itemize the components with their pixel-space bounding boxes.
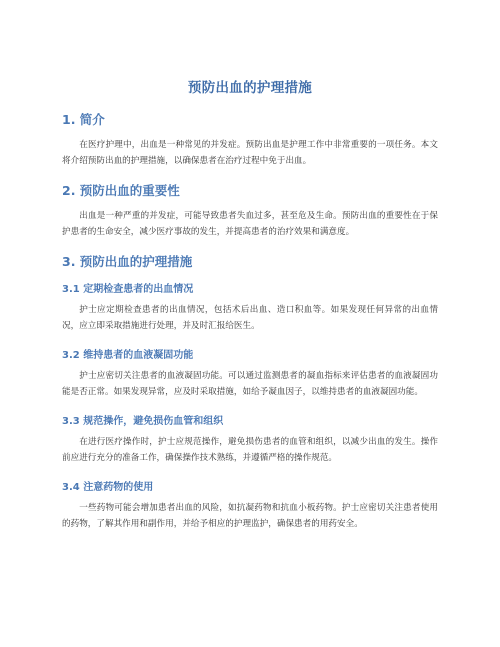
subsection-heading: 3.2 维持患者的血液凝固功能 xyxy=(62,350,194,361)
subsection-check-bleeding xyxy=(62,280,438,334)
section-measures xyxy=(62,252,438,532)
subsection-paragraph: 护士应密切关注患者的血液凝固功能。可以通过监测患者的凝血指标来评估患者的血液凝固功能是否正常。如果发现异常，应及时采取措施，如给予凝血因子，以维持患者的血液凝固功能。 xyxy=(62,371,438,397)
section-intro xyxy=(62,110,438,169)
section-heading: 2. 预防出血的重要性 xyxy=(62,183,180,198)
section-importance xyxy=(62,181,438,240)
subsection-medication xyxy=(62,478,438,532)
subsection-paragraph: 在进行医疗操作时，护士应规范操作，避免损伤患者的血管和组织，以减少出血的发生。操作前应进行充分的准备工作，确保操作技术熟练，并遵循严格的操作规范。 xyxy=(62,437,438,463)
subsection-standard-operation xyxy=(62,412,438,466)
section-heading: 3. 预防出血的护理措施 xyxy=(62,254,193,269)
subsection-heading: 3.3 规范操作，避免损伤血管和组织 xyxy=(62,416,224,427)
subsection-coagulation xyxy=(62,346,438,400)
section-paragraph: 出血是一种严重的并发症，可能导致患者失血过多，甚至危及生命。预防出血的重要性在于保护患者的生命安全，减少医疗事故的发生，并提高患者的治疗效果和满意度。 xyxy=(62,211,438,237)
subsection-heading: 3.1 定期检查患者的出血情况 xyxy=(62,284,194,295)
subsection-heading: 3.4 注意药物的使用 xyxy=(62,482,154,493)
document-title: 预防出血的护理措施 xyxy=(187,80,313,96)
subsection-paragraph: 护士应定期检查患者的出血情况，包括术后出血、造口积血等。如果发现任何异常的出血情况，应立即采取措施进行处理，并及时汇报给医生。 xyxy=(62,305,438,331)
subsection-paragraph: 一些药物可能会增加患者出血的风险，如抗凝药物和抗血小板药物。护士应密切关注患者使用的药物，了解其作用和副作用，并给予相应的护理监护，确保患者的用药安全。 xyxy=(62,503,438,529)
section-heading: 1. 简介 xyxy=(62,112,105,127)
section-paragraph: 在医疗护理中，出血是一种常见的并发症。预防出血是护理工作中非常重要的一项任务。本文将介绍预防出血的护理措施，以确保患者在治疗过程中免于出血。 xyxy=(62,140,438,166)
